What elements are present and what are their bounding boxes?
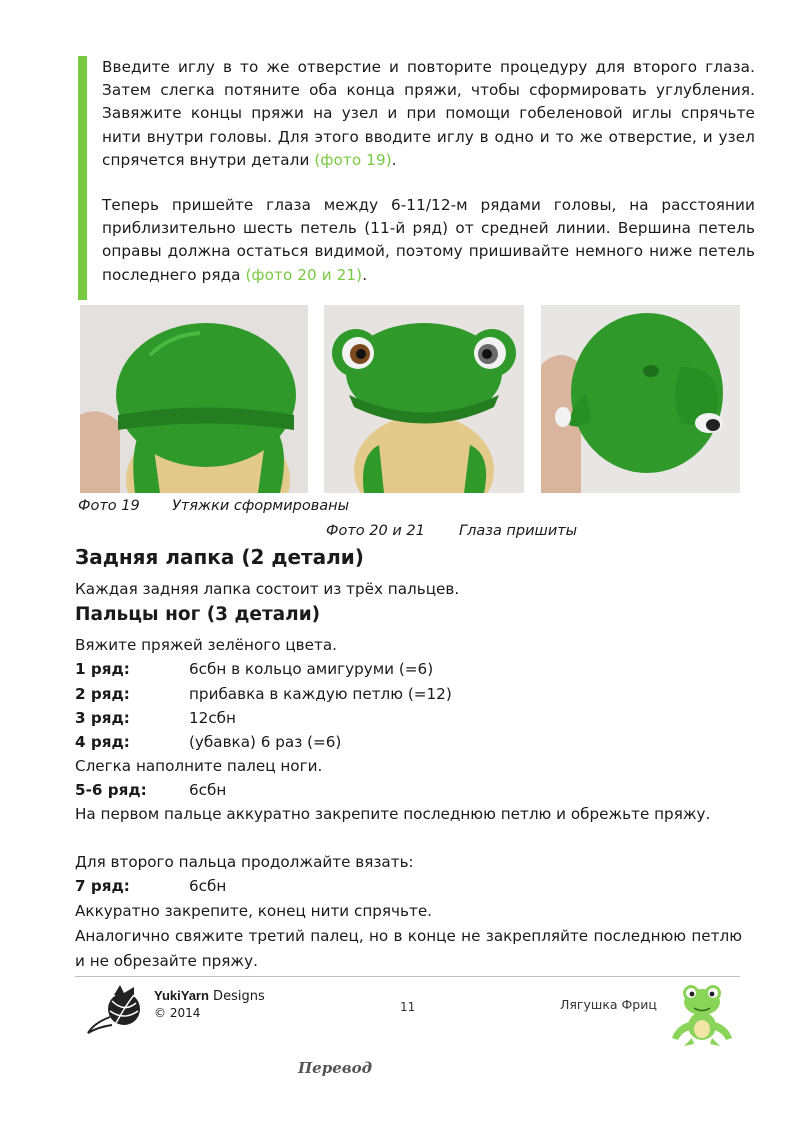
photo-20 [324,305,524,493]
yarn-instruction: Вяжите пряжей зелёного цвета. [75,636,337,654]
photo-21 [541,305,740,493]
photo2021-reference: (фото 20 и 21) [245,265,363,284]
translation-note: Перевод [298,1059,373,1077]
intro-paragraph-1: Введите иглу в то же отверстие и повторите процедуру для второго глаза. Затем слегка потяните оба конца пряжи, чтобы сформировать углубления. Завяжите концы пряжи на узел и при помощи гобеленовой иглы спрячьте нити внутри головы. Для этого вводите иглу в одно и то же отверстие, и узел спрячется внутри детали (фото 19). [102,58,755,169]
caption-photo-20-21-text: Глаза пришиты [459,523,578,539]
row-value: 12сбн [189,709,236,727]
fill-note: Слегка наполните палец ноги. [75,757,323,775]
row-value: 6сбн [189,877,227,895]
copyright: © 2014 [154,1006,201,1020]
intro-note [78,56,755,300]
caption-photo-19-text: Утяжки сформированы [172,498,350,514]
yarn-cat-logo-icon [84,983,154,1038]
secure-note: Аккуратно закрепите, конец нити спрячьте. [75,902,433,920]
subsection-heading: Пальцы ног (3 детали) [75,604,321,625]
photo-19 [80,305,308,493]
row-label: 7 ряд: [75,877,130,895]
caption-photo-19-number: Фото 19 [78,498,140,514]
row-label: 5-6 ряд: [75,781,147,799]
page-number: 11 [400,1000,416,1014]
row-value: прибавка в каждую петлю (=12) [189,685,452,703]
row-value: 6сбн [189,781,227,799]
section-heading: Задняя лапка (2 детали) [75,545,364,569]
frog-mascot-icon [664,982,740,1048]
section-intro: Каждая задняя лапка состоит из трёх пальцев. [75,580,460,598]
second-finger-intro: Для второго пальца продолжайте вязать: [75,853,414,871]
photo19-reference: (фото 19) [314,150,392,169]
footer-divider [75,976,740,977]
row-value: 6сбн в кольцо амигуруми (=6) [189,660,434,678]
brand-name: YukiYarn Designs [154,988,265,1004]
row-label: 1 ряд: [75,660,130,678]
intro-paragraph-2: Теперь пришейте глаза между 6-11/12-м рядами головы, на расстоянии приблизительно шесть петель (11-й ряд) от средней линии. Вершина петель оправы должна остаться видимой, поэтому пришивайте немного ниже петель последнего ряда (фото 20 и 21). [102,196,755,284]
row-value: (убавка) 6 раз (=6) [189,733,342,751]
row-label: 2 ряд: [75,685,130,703]
third-finger-note: Аналогично свяжите третий палец, но в конце не закрепляйте последнюю петлю и не обрезайте пряжу. [75,927,742,970]
row-label: 4 ряд: [75,733,130,751]
caption-photo-20-21-number: Фото 20 и 21 [326,523,425,539]
first-finger-note: На первом пальце аккуратно закрепите последнюю петлю и обрежьте пряжу. [75,805,711,823]
row-label: 3 ряд: [75,709,130,727]
pattern-title: Лягушка Фриц [560,997,657,1012]
